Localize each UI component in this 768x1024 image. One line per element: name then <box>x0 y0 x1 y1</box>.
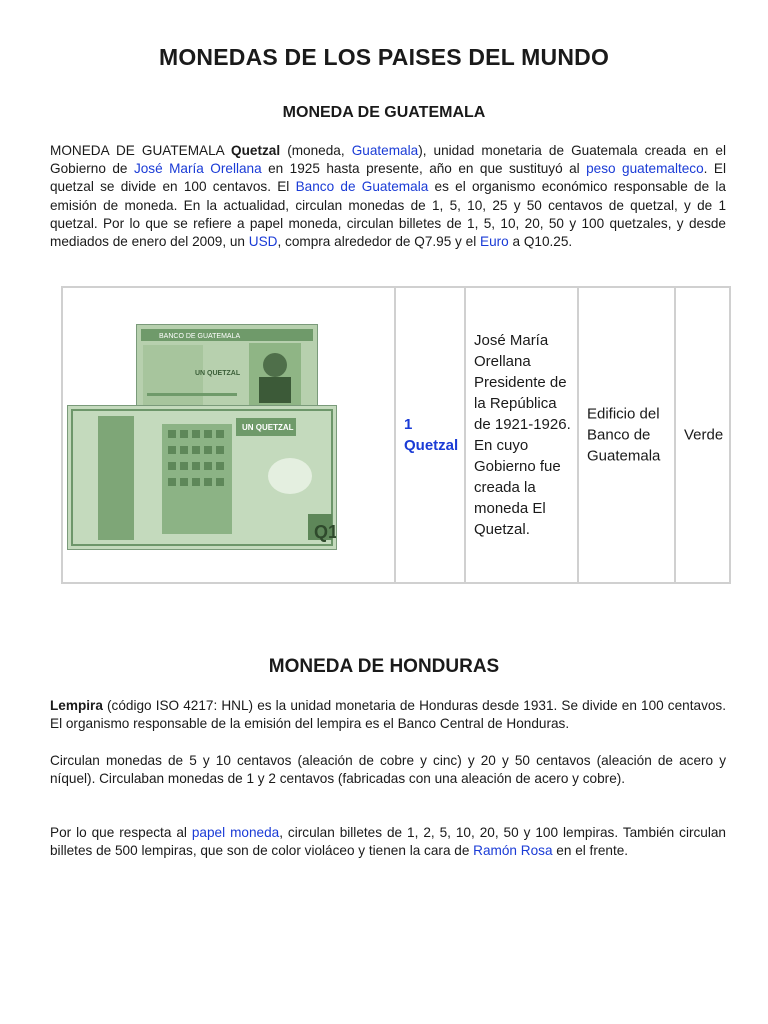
page-title: MONEDAS DE LOS PAISES DEL MUNDO <box>158 44 610 70</box>
section-heading-honduras: MONEDA DE HONDURAS <box>268 656 500 677</box>
table-cell-denomination <box>396 288 466 582</box>
table-cell-banknote-image <box>63 288 396 582</box>
honduras-paragraph-3: Por lo que respecta al papel moneda, circulan billetes de 1, 2, 5, 10, 20, 50 y 100 lempiras. También circulan billetes de 500 lempiras, que son de color violáceo y tienen la cara de Ramón Rosa en el frente. <box>50 825 726 859</box>
link-papel-moneda[interactable]: papel moneda <box>191 825 280 840</box>
link-usd[interactable]: USD <box>248 234 278 250</box>
link-peso-guatemalteco[interactable]: peso guatemalteco <box>586 161 704 177</box>
quetzal-table <box>61 286 731 584</box>
guatemala-paragraph: MONEDA DE GUATEMALA Quetzal (moneda, Guatemala), unidad monetaria de Guatemala creada en el Gobierno de José María Orellana en 1925 hasta presente, año en que sustituyó al peso guatemalteco. El quetzal se divide en 100 centavos. El Banco de Guatemala es el organismo económico responsable de la emisión de moneda. En la actualidad, circulan monedas de 1, 5, 10, 25 y 50 centavos de quetzal, y de 1 quetzal. Por lo que se refiere a papel moneda, circulan billetes de 1, 5, 10, 20, 50 y 100 quetzales, y desde mediados de enero del 2009, un USD, compra alrededor de Q7.95 y el Euro a Q10.25. <box>50 143 726 250</box>
banknote-front-illustration <box>68 406 336 549</box>
banknote-back-image <box>136 324 318 414</box>
quetzal-term: Quetzal <box>231 143 281 158</box>
honduras-paragraph-1: Lempira (código ISO 4217: HNL) es la unidad monetaria de Honduras desde 1931. Se divide en 100 centavos. El organismo responsable de la emisión del lempira es el Banco Central de Honduras. <box>50 698 726 732</box>
table-cell-color <box>676 288 729 582</box>
bill-front-value: Q1 <box>313 522 336 542</box>
table-cell-portrait <box>466 288 579 582</box>
link-guatemala[interactable]: Guatemala <box>351 143 419 158</box>
bill-back-label: UN QUETZAL <box>195 370 241 377</box>
honduras-paragraph-2: Circulan monedas de 5 y 10 centavos (aleación de cobre y cinc) y 20 y 50 centavos (aleación de acero y níquel). Circulaban monedas de 1 y 2 centavos (fabricadas con una aleación de acero y cobre). <box>50 753 726 787</box>
denomination-link[interactable]: 1 Quetzal <box>404 416 459 454</box>
portrait-description: José María Orellana Presidente de la República de 1921-1926. En cuyo Gobierno fue creada la moneda El Quetzal. <box>474 332 571 538</box>
link-ramon-rosa[interactable]: Ramón Rosa <box>473 843 553 859</box>
lempira-term: Lempira <box>50 698 103 713</box>
banknote-front-image <box>67 405 337 550</box>
banknote-color: Verde <box>684 426 724 444</box>
bill-back-bank-name: BANCO DE GUATEMALA <box>159 333 241 340</box>
banknote-back-illustration <box>137 325 317 413</box>
link-euro[interactable]: Euro <box>480 234 509 250</box>
reverse-description: Edificio del Banco de Guatemala <box>587 405 661 465</box>
section-heading-guatemala: MONEDA DE GUATEMALA <box>282 104 486 121</box>
link-jose-maria-orellana[interactable]: José María Orellana <box>133 161 262 177</box>
bill-front-label: UN QUETZAL <box>242 423 294 432</box>
table-cell-reverse <box>579 288 676 582</box>
link-banco-de-guatemala[interactable]: Banco de Guatemala <box>295 179 429 195</box>
